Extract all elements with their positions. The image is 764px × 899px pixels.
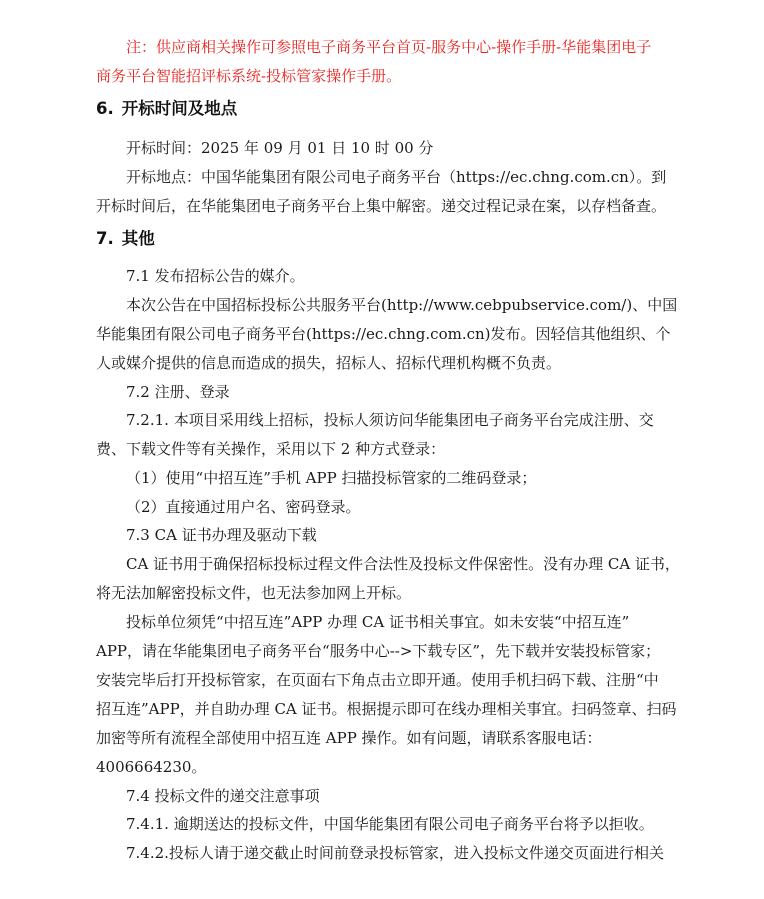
login-option-2: （2）直接通过用户名、密码登录。 [126, 498, 361, 516]
bid-opening-place-line-1: 开标地点：中国华能集团有限公司电子商务平台（https://ec.chng.com.cn）。到 [126, 168, 667, 186]
section-7-1-title: 7.1 发布招标公告的媒介。 [126, 267, 305, 285]
section-7-3-title: 7.3 CA 证书办理及驱动下载 [126, 526, 317, 544]
section-7-4-2: 7.4.2.投标人请于递交截止时间前登录投标管家，进入投标文件递交页面进行相关 [126, 844, 664, 862]
section-7-3-para-2-line-5: 加密等所有流程全部使用中招互连 APP 操作。如有问题，请联系客服电话： [96, 729, 602, 747]
section-6-number: 6. [96, 99, 114, 118]
section-6-title: 开标时间及地点 [121, 99, 238, 118]
section-7-1-para-line-2: 华能集团有限公司电子商务平台(https://ec.chng.com.cn)发布。因轻信其他组织、个 [96, 325, 671, 343]
section-7-heading [96, 228, 155, 250]
section-7-3-para-2-line-1: 投标单位须凭“中招互连”APP 办理 CA 证书相关事宜。如未安装“中招互连” [126, 613, 630, 631]
customer-service-phone: 4006664230。 [96, 758, 207, 776]
section-7-3-para-2-line-3: 安装完毕后打开投标管家，在页面右下角点击立即开通。使用手机扫码下载、注册“中 [96, 671, 659, 689]
section-7-number: 7. [96, 229, 114, 248]
section-7-3-para-2-line-2: APP，请在华能集团电子商务平台“服务中心-->下载专区”，先下载并安装投标管家； [96, 642, 661, 660]
bid-opening-time: 开标时间：2025 年 09 月 01 日 10 时 00 分 [126, 139, 434, 157]
section-7-3-para-2-line-4: 招互连”APP，并自助办理 CA 证书。根据提示即可在线办理相关事宜。扫码签章、扫码 [96, 700, 677, 718]
section-7-4-1: 7.4.1. 逾期送达的投标文件，中国华能集团有限公司电子商务平台将予以拒收。 [126, 815, 654, 833]
section-7-1-para-line-1: 本次公告在中国招标投标公共服务平台(http://www.cebpubservice.com/)、中国 [126, 296, 678, 314]
section-7-1-para-line-3: 人或媒介提供的信息而造成的损失，招标人、招标代理机构概不负责。 [96, 354, 562, 372]
section-7-3-para-1-line-1: CA 证书用于确保招标投标过程文件合法性及投标文件保密性。没有办理 CA 证书， [126, 555, 680, 573]
section-6-heading [96, 98, 237, 120]
section-7-2-title: 7.2 注册、登录 [126, 383, 230, 401]
bid-opening-place-line-2: 开标时间后，在华能集团电子商务平台上集中解密。递交过程记录在案，以存档备查。 [96, 197, 667, 215]
section-7-4-title: 7.4 投标文件的递交注意事项 [126, 787, 320, 805]
section-7-title: 其他 [121, 229, 155, 248]
note-line-1: 注：供应商相关操作可参照电子商务平台首页-服务中心-操作手册-华能集团电子 [126, 38, 652, 56]
section-7-2-1-line-2: 费、下载文件等有关操作，采用以下 2 种方式登录： [96, 440, 446, 458]
section-7-3-para-1-line-2: 将无法加解密投标文件，也无法参加网上开标。 [96, 584, 412, 602]
note-line-2: 商务平台智能招评标系统-投标管家操作手册。 [96, 67, 402, 85]
section-7-2-1-line-1: 7.2.1. 本项目采用线上招标，投标人须访问华能集团电子商务平台完成注册、交 [126, 411, 654, 429]
login-option-1: （1）使用“中招互连”手机 APP 扫描投标管家的二维码登录； [126, 469, 537, 487]
